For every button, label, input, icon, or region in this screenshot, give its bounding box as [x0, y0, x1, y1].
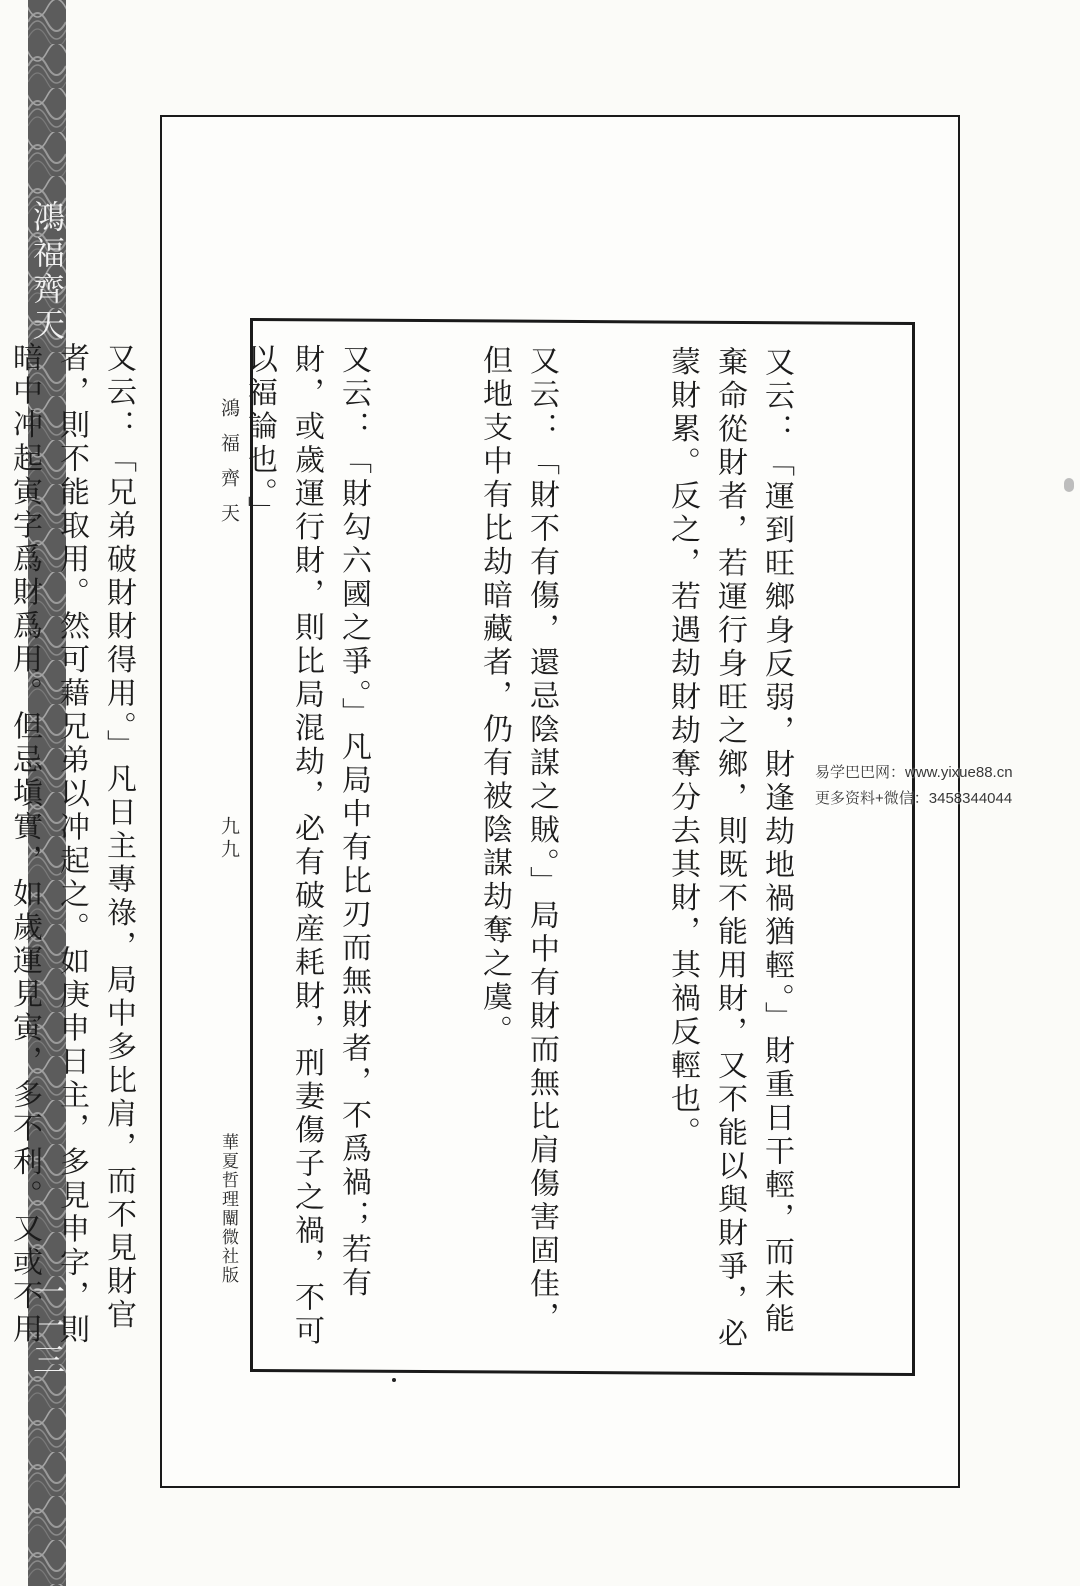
strip-page-number: 一一三: [28, 1275, 66, 1377]
watermark-line-1: 易学巴巴网：www.yixue88.cn: [815, 764, 1013, 781]
paragraph-3: 又云：「財勾六國之爭。」凡局中有比刃而無財者，不爲禍；若有財，或歲運行財，則比局混劫，必有破産耗財，刑妻傷子之禍，不可以福論也。」: [242, 342, 371, 1349]
ink-speck: [392, 1378, 396, 1382]
website-watermark: [815, 760, 1013, 812]
paragraph-2: 又云：「財不有傷，還忌陰謀之賊。」局中有財而無比肩傷害固佳，但地支中有比劫暗藏者，仍有被陰謀劫奪之虞。: [477, 344, 559, 1335]
vertical-text-column: [0, 339, 894, 1357]
scroll-indicator[interactable]: [1064, 478, 1074, 492]
strip-book-title: 鴻福齊天: [28, 200, 66, 344]
paragraph-4: 又云：「兄弟破財財得用。」凡日主專祿，局中多比肩，而不見財官者，則不能取用。然可藉兄弟以冲起之。如庚申日主，多見申字，則暗中冲起寅字爲財爲用。但忌塡實，如歲運見寅，多不利。又或不用冲而用刑者，次之。: [7, 341, 136, 1347]
header-page-number: 九九: [218, 816, 240, 862]
paragraph-1: 又云：「運到旺鄉身反弱，財逢劫地禍猶輕。」財重日干輕，而未能棄命從財者，若運行身旺之鄉，則既不能用財，又不能以與財爭，必蒙財累。反之，若遇劫財劫奪分去其財，其禍反輕也。: [665, 345, 794, 1352]
footer-publisher: 華夏哲理闡微社版: [218, 1133, 238, 1285]
watermark-line-2: 更多资料+微信：3458344044: [815, 790, 1013, 807]
header-book-title: 鴻福齊天: [218, 398, 240, 538]
